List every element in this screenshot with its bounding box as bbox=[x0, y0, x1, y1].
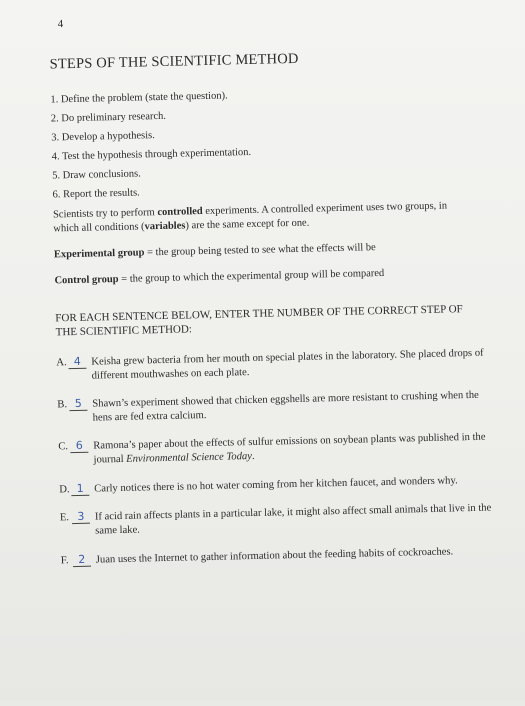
experimental-group-definition bbox=[54, 239, 474, 263]
question-c bbox=[58, 430, 498, 467]
intro-bold-variables: variables bbox=[144, 220, 186, 233]
question-d bbox=[59, 473, 499, 496]
answer-blank[interactable]: 3 bbox=[72, 511, 90, 524]
question-label: C. bbox=[58, 441, 69, 453]
question-text bbox=[93, 430, 499, 466]
page-number: 4 bbox=[57, 18, 64, 31]
question-label: B. bbox=[57, 399, 68, 411]
question-f bbox=[61, 544, 501, 567]
question-text: Juan uses the Internet to gather information about the feeding habits of cockroaches. bbox=[95, 546, 454, 566]
question-label: F. bbox=[60, 555, 69, 567]
instructions: FOR EACH SENTENCE BELOW, ENTER THE NUMBER OF THE CORRECT STEP OF THE SCIENTIFIC METHOD: bbox=[55, 303, 463, 339]
step-item: 6. Report the results. bbox=[52, 187, 140, 201]
question-text-part: Ramona’s paper about the effects of sulfur emissions on soybean plants was published in the journal bbox=[93, 431, 486, 466]
question-label: A. bbox=[56, 357, 67, 369]
answer-blank[interactable]: 2 bbox=[73, 554, 91, 567]
intro-text: experiments. A controlled experiment uses two groups, in which all conditions ( bbox=[53, 200, 448, 235]
question-text: If acid rain affects plants in a particular lake, it might also affect small animals that live in the same lake. bbox=[94, 502, 492, 537]
control-group-def: = the group to which the experimental group will be compared bbox=[118, 267, 385, 285]
question-label: E. bbox=[59, 512, 70, 524]
step-item: 1. Define the problem (state the question). bbox=[50, 90, 228, 106]
question-text-part: . bbox=[251, 450, 255, 462]
worksheet-title: STEPS OF THE SCIENTIFIC METHOD bbox=[49, 50, 299, 73]
intro-bold-controlled: controlled bbox=[157, 206, 203, 219]
question-text: Carly notices there is no hot water coming from her kitchen faucet, and wonders why. bbox=[94, 475, 458, 495]
question-label: D. bbox=[59, 484, 70, 496]
step-item: 2. Do preliminary research. bbox=[50, 110, 167, 125]
control-group-term: Control group bbox=[54, 273, 119, 287]
question-text: Shawn’s experiment showed that chicken eggshells are more resistant to crushing when the hens are fed extra calcium. bbox=[92, 389, 479, 424]
question-a bbox=[56, 346, 496, 383]
answer-blank[interactable]: 1 bbox=[71, 483, 89, 496]
question-e bbox=[60, 501, 500, 538]
intro-text: ) are the same except for one. bbox=[185, 217, 310, 232]
steps-list bbox=[50, 86, 252, 204]
control-group-definition bbox=[54, 265, 474, 289]
answer-blank[interactable]: 4 bbox=[68, 356, 86, 369]
answer-blank[interactable]: 5 bbox=[69, 398, 87, 411]
question-b bbox=[57, 388, 497, 425]
step-item: 5. Draw conclusions. bbox=[52, 168, 141, 182]
experimental-group-def: = the group being tested to see what the effects will be bbox=[144, 242, 376, 259]
intro-text: Scientists try to perform bbox=[52, 207, 158, 221]
step-item: 3. Develop a hypothesis. bbox=[51, 130, 155, 144]
answer-blank[interactable]: 6 bbox=[70, 440, 88, 453]
question-text: Keisha grew bacteria from her mouth on special plates in the laboratory. She placed drops of different mouthwashes on each plate. bbox=[91, 347, 484, 382]
journal-title: Environmental Science Today bbox=[126, 450, 253, 465]
experimental-group-term: Experimental group bbox=[53, 247, 145, 261]
controlled-experiment-paragraph bbox=[53, 199, 474, 237]
step-item: 4. Test the hypothesis through experimentation. bbox=[51, 146, 252, 163]
